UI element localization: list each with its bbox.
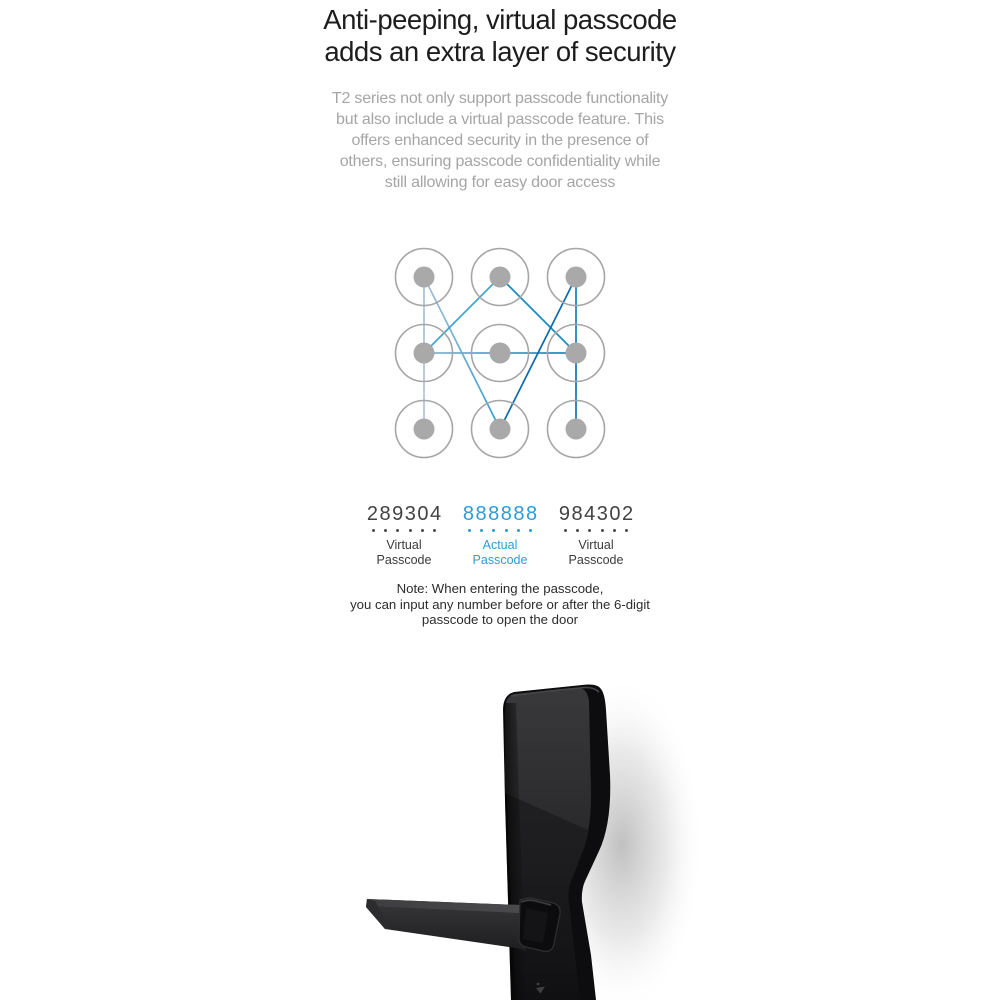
description-line: others, ensuring passcode confidentiality while: [339, 152, 661, 170]
virtual-passcode-left: [356, 503, 452, 567]
dot-icon: [505, 529, 508, 532]
dot-icon: [613, 529, 616, 532]
dot-icon: [529, 529, 532, 532]
passcode-value: 888888: [462, 503, 539, 525]
dot-icon: [601, 529, 604, 532]
door-lock-image: [330, 655, 710, 1000]
dot-icon: [625, 529, 628, 532]
dot-icon: [564, 529, 567, 532]
actual-passcode: [452, 503, 548, 567]
note-line: passcode to open the door: [421, 612, 579, 628]
pattern-dot-grid: [396, 249, 605, 458]
description-line: but also include a virtual passcode feature. This: [336, 110, 664, 128]
passcode-comparison: [0, 503, 1000, 567]
virtual-passcode-right: [548, 503, 644, 567]
note-line: Note: When entering the passcode,: [396, 581, 604, 596]
dot-icon: [409, 529, 412, 532]
dot-icon: [517, 529, 520, 532]
passcode-value: 984302: [558, 503, 635, 525]
description-line: offers enhanced security in the presence of: [351, 131, 649, 149]
passcode-dots: [372, 529, 437, 532]
dot-icon: [588, 529, 591, 532]
passcode-label: Actual Passcode: [472, 538, 528, 567]
note-line: you can input any number before or after the 6-digit: [350, 596, 650, 612]
lock-handle: [366, 899, 526, 951]
pattern-lock-svg: [375, 230, 625, 480]
dot-icon: [480, 529, 483, 532]
page-title-line-2: adds an extra layer of security: [324, 35, 676, 67]
description-line: still allowing for easy door access: [384, 173, 616, 191]
page-title: [0, 4, 1000, 67]
passcode-dots: [564, 529, 629, 532]
handle-hub: [519, 898, 560, 951]
dot-icon: [468, 529, 471, 532]
description-line: T2 series not only support passcode functionality: [331, 90, 669, 107]
dot-icon: [396, 529, 399, 532]
passcode-dots: [468, 529, 533, 532]
dot-icon: [421, 529, 424, 532]
dot-icon: [576, 529, 579, 532]
dot-icon: [372, 529, 375, 532]
dot-icon: [433, 529, 436, 532]
passcode-label: Virtual Passcode: [568, 538, 624, 567]
dot-icon: [492, 529, 495, 532]
pattern-lock-graphic: [375, 230, 625, 480]
passcode-label: Virtual Passcode: [376, 538, 432, 567]
note-text: [0, 581, 1000, 628]
passcode-value: 289304: [366, 503, 443, 525]
dot-icon: [384, 529, 387, 532]
door-lock-svg: [330, 655, 710, 1000]
page-title-line-1: Anti-peeping, virtual passcode: [323, 4, 677, 35]
description-text: [0, 89, 1000, 194]
